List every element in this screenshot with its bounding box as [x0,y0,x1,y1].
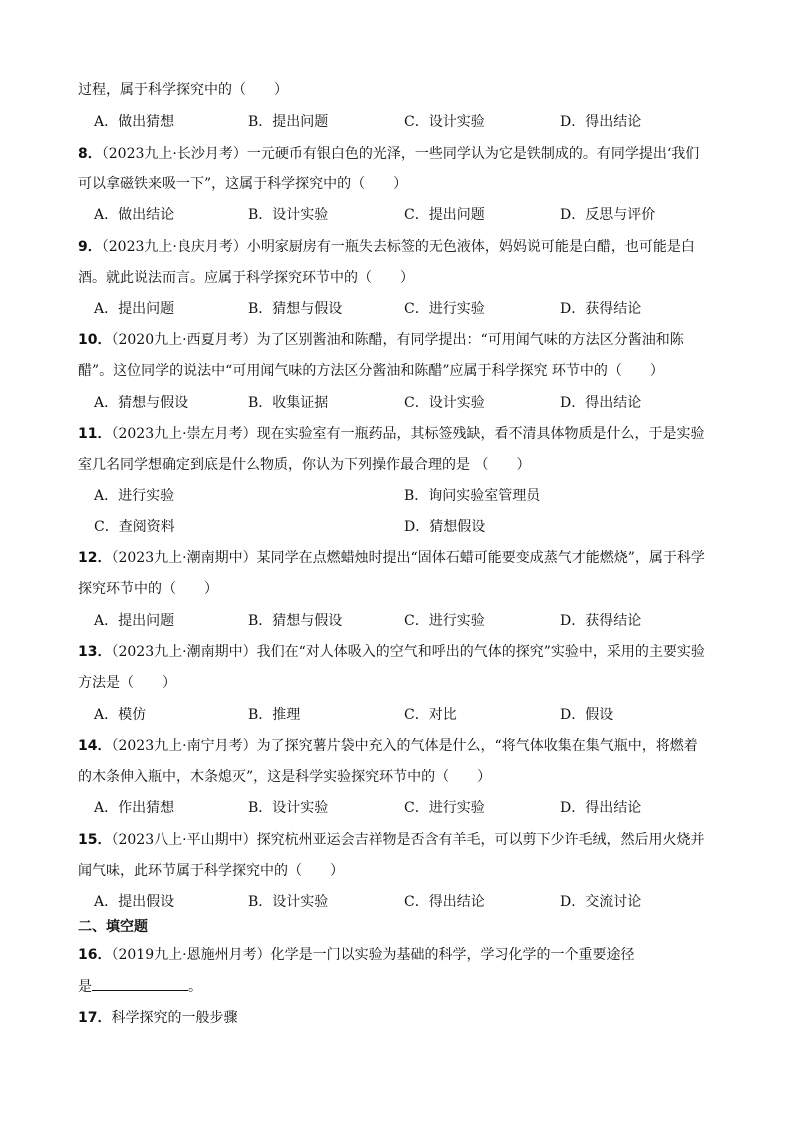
question-text: 过程，属于科学探究中的（ ） [78,82,288,98]
question-text: （2023八上·平山期中）探究杭州亚运会吉祥物是否含有羊毛，可以剪下少许毛绒，然后用火烧并 [111,832,705,848]
answer-blank[interactable] [92,976,188,991]
question-15 [78,830,734,850]
question-number: 16． [78,947,112,963]
question-text [78,976,734,997]
question-text: （2020九上·西夏月考）为了区别酱油和陈醋，有同学提出：“可用闻气味的方法区分酱油和陈 [111,332,684,348]
question-text: 是 [78,979,92,995]
question-number: 9． [78,239,102,255]
question-8 [78,144,734,164]
option-d: D．反思与评价 [560,207,656,223]
option-d: D．假设 [560,707,614,723]
question-11 [78,424,734,444]
option-d: D．得出结论 [560,114,642,130]
question-text: 方法是（ ） [78,675,176,691]
option-b: B．设计实验 [248,207,329,223]
question-number: 13． [78,644,112,660]
option-b: B．猜想与假设 [248,301,343,317]
option-a: A．做出结论 [94,207,175,223]
question-text: 闻气味，此环节属于科学探究中的（ ） [78,863,344,879]
question-17 [78,1008,734,1028]
question-10 [78,330,734,350]
option-b: B．设计实验 [248,894,329,910]
question-text: （2023九上·潮南期中）我们在“对人体吸入的空气和呼出的气体的探究”实验中，采用的主要实验 [111,644,705,660]
option-a: A．模仿 [94,707,147,723]
option-b: B．收集证据 [248,395,329,411]
question-12 [78,548,734,568]
question-text: （2023九上·崇左月考）现在实验室有一瓶药品，其标签残缺，看不清具体物质是什么，于是实验 [111,426,705,442]
question-9 [78,237,734,257]
option-d: D．猜想假设 [404,519,486,535]
option-a: A．提出问题 [94,301,175,317]
option-d: D．获得结论 [560,301,642,317]
option-c: C．设计实验 [404,114,485,130]
question-text: 酒。就此说法而言。应属于科学探究环节中的（ ） [78,270,414,286]
question-number: 8． [78,146,102,162]
option-c: C．提出问题 [404,207,485,223]
option-d: D．交流讨论 [560,894,642,910]
section-heading: 二、填空题 [78,919,148,935]
option-c: C．进行实验 [404,301,485,317]
question-13 [78,642,734,662]
option-c: C．进行实验 [404,800,485,816]
option-a: A．提出假设 [94,894,175,910]
question-text: （2023九上·长沙月考）一元硬币有银白色的光泽，一些同学认为它是铁制成的。有同学提出‘我们 [101,146,700,162]
option-c: C．查阅资料 [94,519,175,535]
question-text: 的木条伸入瓶中，木条熄灭”，这是科学实验探究环节中的（ ） [78,769,492,785]
question-number: 14． [78,738,112,754]
option-c: C．对比 [404,707,457,723]
question-text: （2023九上·良庆月考）小明家厨房有一瓶失去标签的无色液体，妈妈说可能是白醋，也可能是白 [101,239,695,255]
option-b: B．设计实验 [248,800,329,816]
option-d: D．获得结论 [560,613,642,629]
question-16 [78,945,734,965]
option-a: A．做出猜想 [94,114,175,130]
option-a: A．提出问题 [94,613,175,629]
option-c: C．设计实验 [404,395,485,411]
question-number: 12． [78,550,112,566]
question-number: 17． [78,1010,112,1026]
question-text: 室几名同学想确定到底是什么物质，你认为下列操作最合理的是 （ ） [78,457,531,473]
option-c: C．进行实验 [404,613,485,629]
question-text: 探究环节中的（ ） [78,581,218,597]
question-number: 11． [78,426,112,442]
question-text: 。 [188,979,202,995]
question-text: （2023九上·潮南期中）某同学在点燃蜡烛时提出“固体石蜡可能要变成蒸气才能燃烧”，属于科学 [111,550,705,566]
option-b: B．推理 [248,707,301,723]
question-text: （2023九上·南宁月考）为了探究薯片袋中充入的气体是什么，“将气体收集在集气瓶中，将燃着 [111,738,698,754]
option-b: B．提出问题 [248,114,329,130]
question-text: 科学探究的一般步骤 [111,1010,238,1026]
option-b: B．猜想与假设 [248,613,343,629]
option-b: B．询问实验室管理员 [404,488,541,504]
option-a: A．进行实验 [94,488,175,504]
option-a: A．作出猜想 [94,800,175,816]
option-c: C．得出结论 [404,894,485,910]
question-number: 10． [78,332,112,348]
question-text: 可以拿磁铁来吸一下”，这属于科学探究中的（ ） [78,176,408,192]
question-number: 15． [78,832,112,848]
question-14 [78,736,734,756]
option-d: D．得出结论 [560,395,642,411]
option-d: D．得出结论 [560,800,642,816]
option-a: A．猜想与假设 [94,395,189,411]
question-text: 醋”。这位同学的说法中“可用闻气味的方法区分酱油和陈醋”应属于科学探究 环节中的（ ） [78,363,664,379]
question-text: （2019九上·恩施州月考）化学是一门以实验为基础的科学，学习化学的一个重要途径 [111,947,635,963]
